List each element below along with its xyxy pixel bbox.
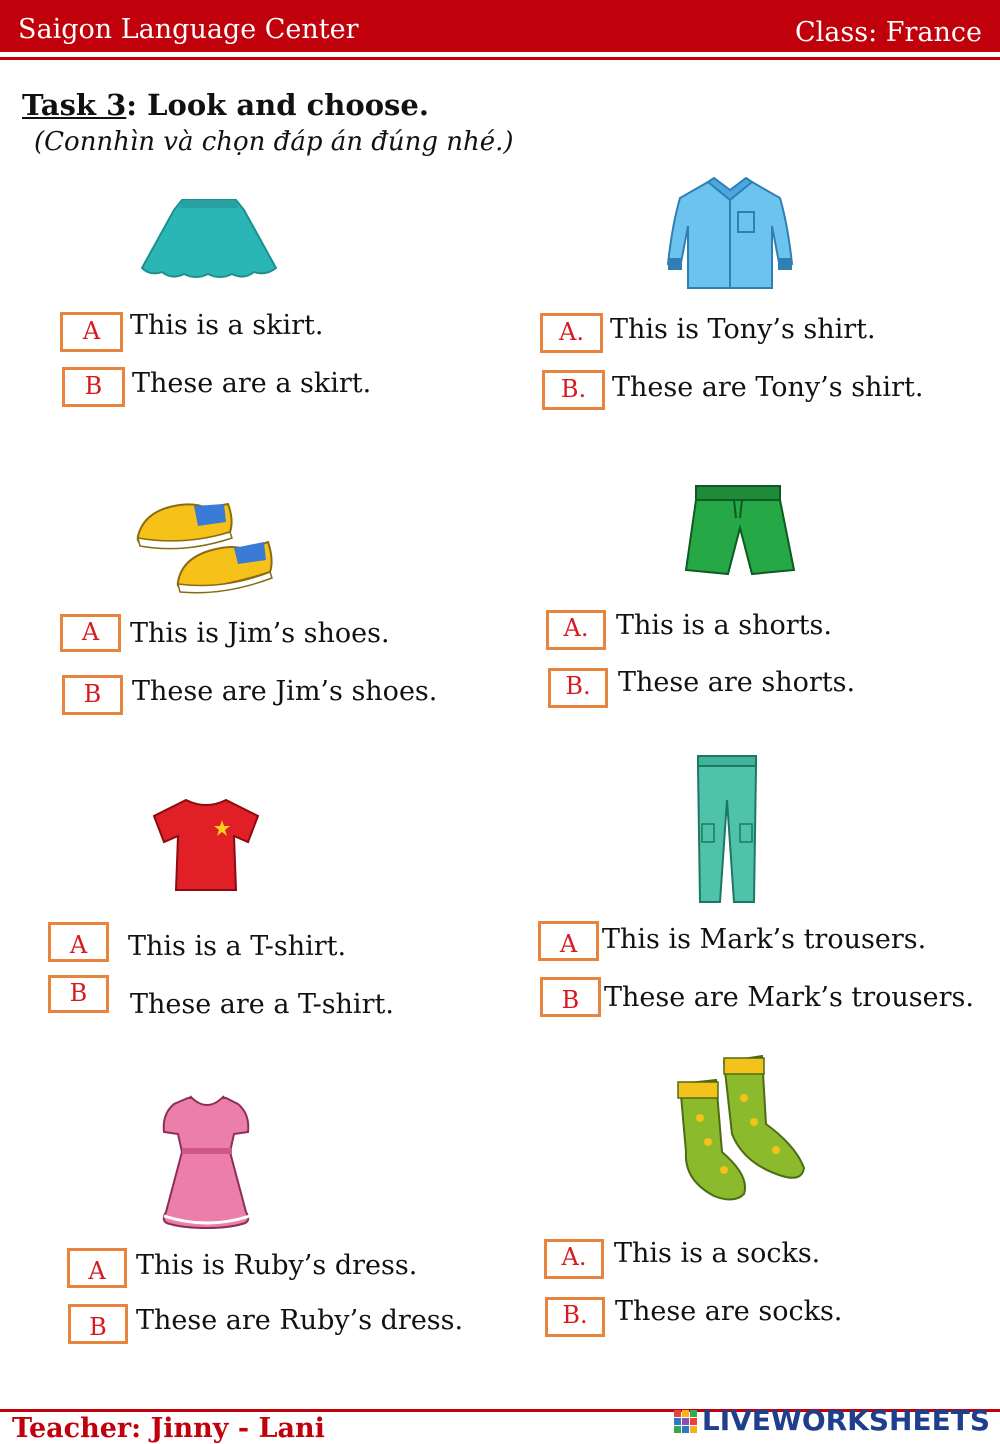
option-b-box[interactable]: B.	[548, 668, 608, 708]
header-bar	[0, 0, 1000, 52]
task-subtitle: (Connhìn và chọn đáp án đúng nhé.)	[34, 127, 514, 157]
option-a-box[interactable]: A	[67, 1248, 127, 1288]
option-a-text: This is a T-shirt.	[128, 931, 347, 962]
option-a-box[interactable]: A	[538, 921, 599, 961]
option-b-text: These are Jim’s shoes.	[132, 676, 438, 707]
task-title-text: : Look and choose.	[126, 88, 429, 122]
option-b-text: These are Tony’s shirt.	[612, 372, 924, 403]
option-b-text: These are Mark’s trousers.	[604, 982, 974, 1013]
option-a-box[interactable]: A.	[546, 610, 606, 650]
option-b-box[interactable]: B	[540, 977, 601, 1017]
option-a-text: This is a shorts.	[616, 610, 832, 641]
option-b-text: These are shorts.	[618, 667, 856, 698]
liveworksheets-text: LIVEWORKSHEETS	[701, 1404, 990, 1437]
shoes-icon	[134, 498, 274, 598]
option-b-box[interactable]: B	[48, 975, 109, 1013]
task-label: Task 3	[22, 88, 127, 122]
liveworksheets-logo	[674, 1404, 990, 1437]
option-a-text: This is Ruby’s dress.	[136, 1250, 418, 1281]
teacher-name: Teacher: Jinny - Lani	[12, 1413, 325, 1444]
option-a-box[interactable]: A	[48, 922, 109, 962]
option-b-text: These are a skirt.	[132, 368, 372, 399]
header-rule	[0, 57, 1000, 60]
option-a-text: This is Mark’s trousers.	[602, 924, 927, 955]
dress-icon	[154, 1090, 260, 1230]
option-a-text: This is a skirt.	[130, 310, 324, 341]
option-a-box[interactable]: A.	[540, 313, 603, 353]
option-a-box[interactable]: A.	[544, 1239, 604, 1279]
option-a-text: This is Jim’s shoes.	[130, 618, 390, 649]
option-b-box[interactable]: B	[68, 1304, 128, 1344]
class-name: Class: France	[794, 17, 982, 48]
option-a-text: This is a socks.	[614, 1238, 821, 1269]
option-b-box[interactable]: B	[62, 675, 123, 715]
liveworksheets-mark-icon	[674, 1410, 698, 1434]
shirt-icon	[664, 176, 796, 294]
tshirt-icon	[150, 796, 262, 894]
option-b-text: These are a T-shirt.	[130, 989, 394, 1020]
option-b-box[interactable]: B	[62, 367, 125, 407]
option-b-box[interactable]: B.	[545, 1297, 605, 1337]
option-a-text: This is Tony’s shirt.	[610, 314, 876, 345]
trousers-icon	[694, 754, 760, 906]
school-name: Saigon Language Center	[18, 14, 359, 45]
skirt-icon	[140, 196, 278, 280]
option-a-box[interactable]: A	[60, 614, 121, 652]
option-b-text: These are socks.	[615, 1296, 843, 1327]
shorts-icon	[682, 484, 798, 578]
option-b-text: These are Ruby’s dress.	[136, 1305, 464, 1336]
socks-icon	[664, 1052, 810, 1204]
option-b-box[interactable]: B.	[542, 370, 605, 410]
option-a-box[interactable]: A	[60, 312, 123, 352]
task-title	[22, 88, 429, 122]
